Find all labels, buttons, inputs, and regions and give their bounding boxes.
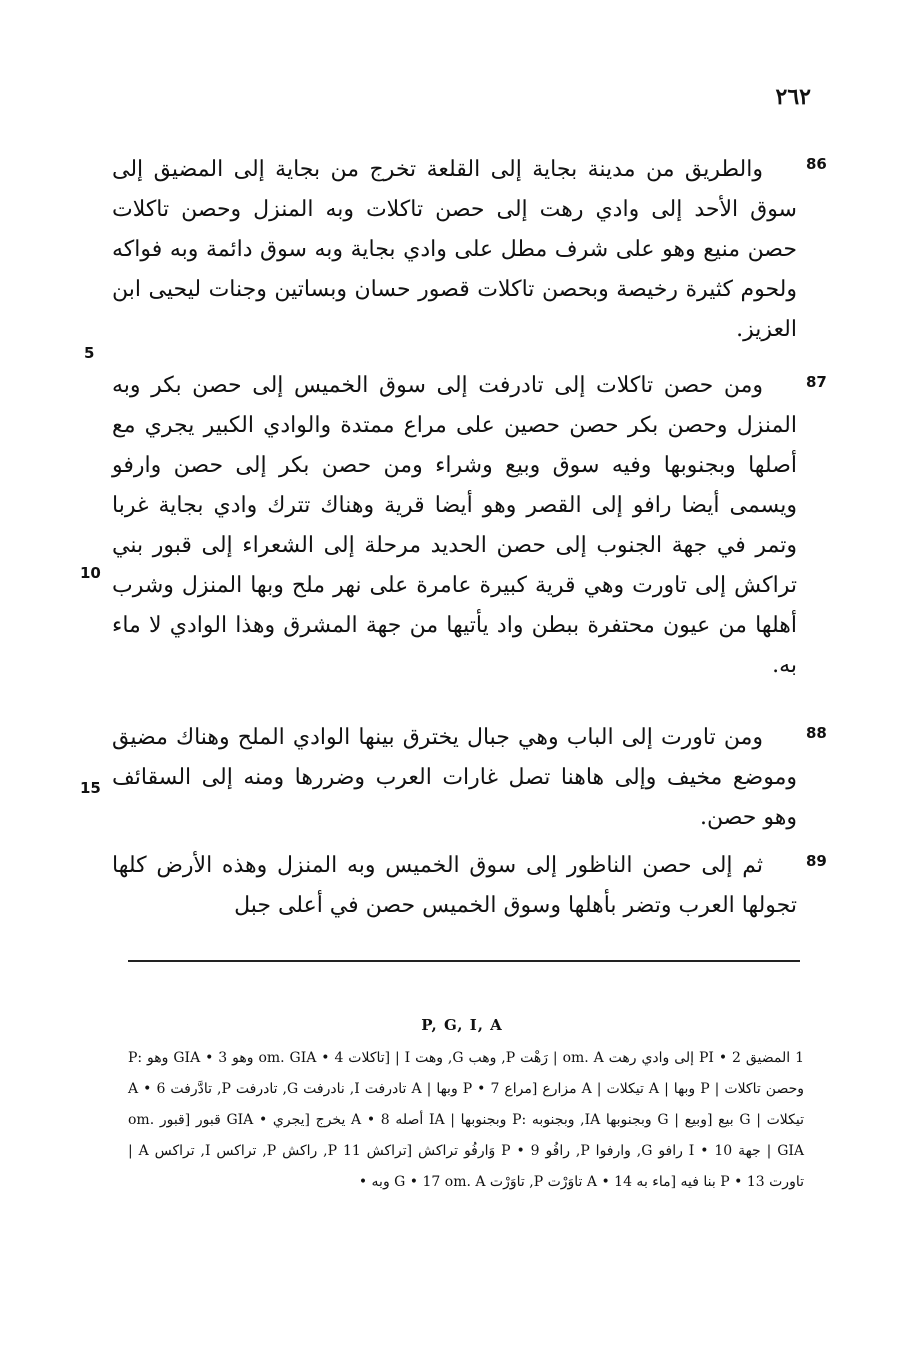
paragraph-text: ومن تاورت إلى الباب وهي جبال يخترق بينها الوادي الملح وهناك مضيق وموضع مخيف وإلى هاهنا تصل غارات العرب وضررها ومنه إلى السقائف وهو حصن. [112, 725, 797, 830]
paragraph-number: 87 [806, 373, 827, 391]
footnote-divider [128, 960, 800, 962]
paragraph-number: 88 [806, 724, 827, 742]
paragraph-86 [112, 150, 797, 350]
paragraph-89 [112, 846, 797, 926]
line-number: 15 [80, 779, 101, 797]
page-number: ٢٦٢ [775, 84, 811, 110]
critical-apparatus: 1 المضيق PI • 2 إلى وادي رهت om. A | رَهْت P, وهب G, وهت I | [تاكلات 4 • om. GIA وهو 3 • GIA وهو :P وحصن تاكلات | P وبها | A تيكلات | A مزارع [مراع 7 • P وبها | A تادرفت I, نادرفت G, تادرفت P, تادَّرفت 6 • A تيكلات | G بيع [وبيع | G وبجنوبها IA, وبجنوبه :P وبجنوبها | IA أصله 8 • A يخرج [يجري • GIA قبور [قبور om. GIA | جهة 10 • I رافو G, وارفوا P, رافُو 9 • P وَارفُو تراكش [تراكش 11 P, راكش P, تراكس I, تراكس A | تاورت P • 13 بنا فيه [ماء به A • 14 تاوَرْت P, تاوَرْت G • 17 om. A وبه • [128, 1050, 805, 1190]
paragraph-text: ومن حصن تاكلات إلى تادرفت إلى سوق الخميس إلى حصن بكر وبه المنزل وحصن بكر حصن حصين على مراع ممتدة والوادي الكبير يجري مع أصلها وبجنوبها وفيه سوق وبيع وشراء ومن حصن بكر إلى حصن وارفو ويسمى أيضا رافو إلى القصر وهو أيضا قرية وهناك تترك وادي بجاية غربا وتمر في جهة الجنوب إلى حصن الحديد مرحلة إلى الشعراء إلى قبور بني تراكش إلى تاورت وهي قرية كبيرة عامرة على نهر ملح وبها المنزل وشرب أهلها من عيون محتفرة ببطن واد يأتيها من جهة المشرق وهذا الوادي لا ماء به. [112, 373, 797, 678]
line-number: 10 [80, 564, 101, 582]
manuscript-sigla: P, G, I, A [421, 1016, 503, 1034]
paragraph-number: 86 [806, 155, 827, 173]
line-number: 5 [84, 344, 95, 362]
paragraph-number: 89 [806, 852, 827, 870]
paragraph-87 [112, 366, 797, 686]
paragraph-88 [112, 718, 797, 838]
paragraph-text: ثم إلى حصن الناظور إلى سوق الخميس وبه المنزل وهذه الأرض كلها تجولها العرب وتضر بأهلها وسوق الخميس حصن في أعلى جبل [112, 853, 797, 918]
paragraph-text: والطريق من مدينة بجاية إلى القلعة تخرج من بجاية إلى المضيق إلى سوق الأحد إلى وادي رهت إلى حصن تاكلات وبه المنزل وحصن تاكلات حصن منيع وهو على شرف مطل على وادي بجاية وبه سوق دائمة وبه فواكه ولحوم كثيرة رخيصة وبحصن تاكلات قصور حسان وبساتين وجنات ليحيى ابن العزيز. [112, 157, 797, 342]
